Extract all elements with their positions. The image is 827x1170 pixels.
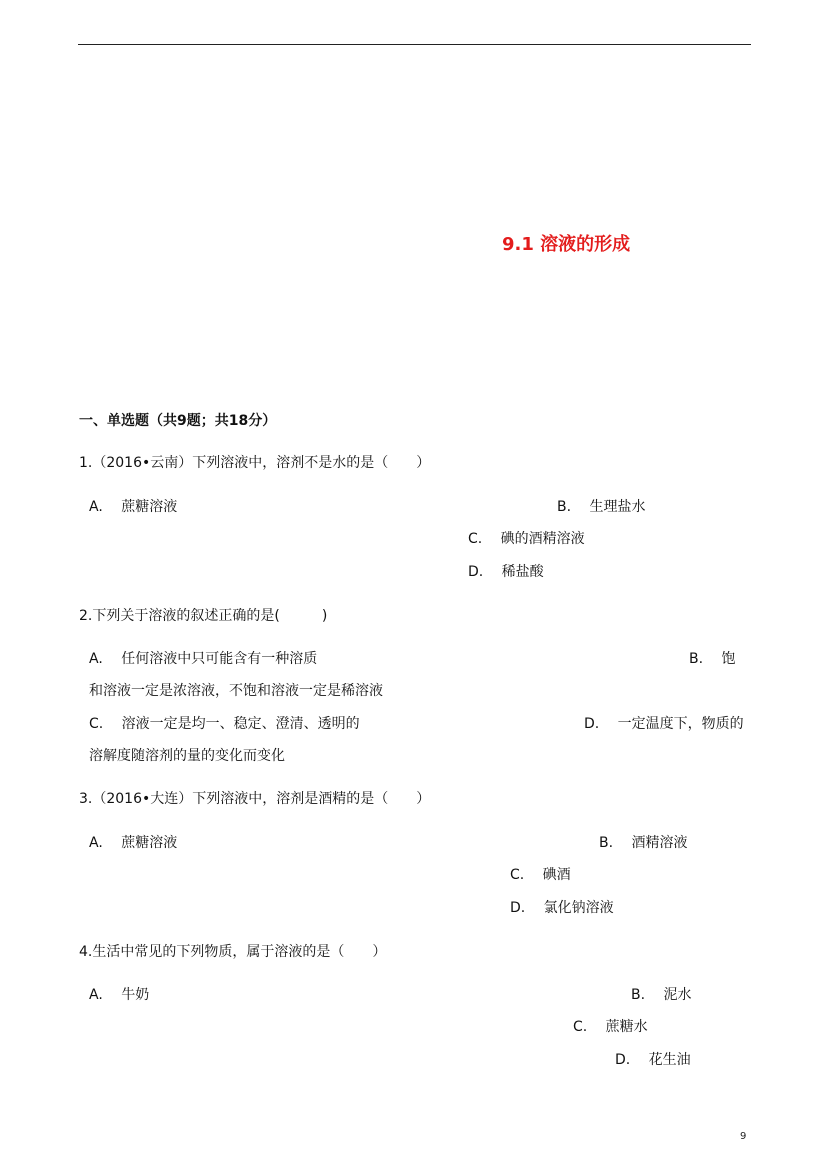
question-4-stem: 4.生活中常见的下列物质，属于溶液的是（ ） — [79, 944, 387, 960]
question-2-option-b-continued: 和溶液一定是浓溶液，不饱和溶液一定是稀溶液 — [89, 683, 383, 699]
section-heading: 一、单选题（共9题；共18分） — [79, 413, 277, 429]
question-4-option-d: D. 花生油 — [615, 1052, 691, 1068]
question-3-option-a: A. 蔗糖溶液 — [89, 835, 178, 851]
question-2-option-b: B. 饱 — [689, 651, 736, 667]
question-1-option-b: B. 生理盐水 — [557, 499, 646, 515]
question-3-stem: 3.（2016•大连）下列溶液中，溶剂是酒精的是（ ） — [79, 791, 431, 807]
question-1-option-a: A. 蔗糖溶液 — [89, 499, 178, 515]
question-4-option-c: C. 蔗糖水 — [573, 1019, 648, 1035]
question-2-option-c: C. 溶液一定是均一、稳定、澄清、透明的 — [89, 716, 360, 732]
question-2-option-d: D. 一定温度下，物质的 — [584, 716, 744, 732]
question-3-option-c: C. 碘酒 — [510, 867, 571, 883]
question-3-option-d: D. 氯化钠溶液 — [510, 900, 614, 916]
question-3-option-b: B. 酒精溶液 — [599, 835, 688, 851]
page-number: 9 — [740, 1131, 747, 1142]
question-2-stem: 2.下列关于溶液的叙述正确的是( ) — [79, 608, 328, 624]
question-1-option-c: C. 碘的酒精溶液 — [468, 531, 585, 547]
question-1-stem: 1.（2016•云南）下列溶液中，溶剂不是水的是（ ） — [79, 455, 431, 471]
question-4-option-a: A. 牛奶 — [89, 987, 150, 1003]
question-2-option-a: A. 任何溶液中只可能含有一种溶质 — [89, 651, 318, 667]
question-4-option-b: B. 泥水 — [631, 987, 692, 1003]
question-1-option-d: D. 稀盐酸 — [468, 564, 544, 580]
document-title: 9.1 溶液的形成 — [502, 234, 631, 255]
header-rule — [78, 44, 751, 45]
question-2-option-d-continued: 溶解度随溶剂的量的变化而变化 — [89, 748, 285, 764]
